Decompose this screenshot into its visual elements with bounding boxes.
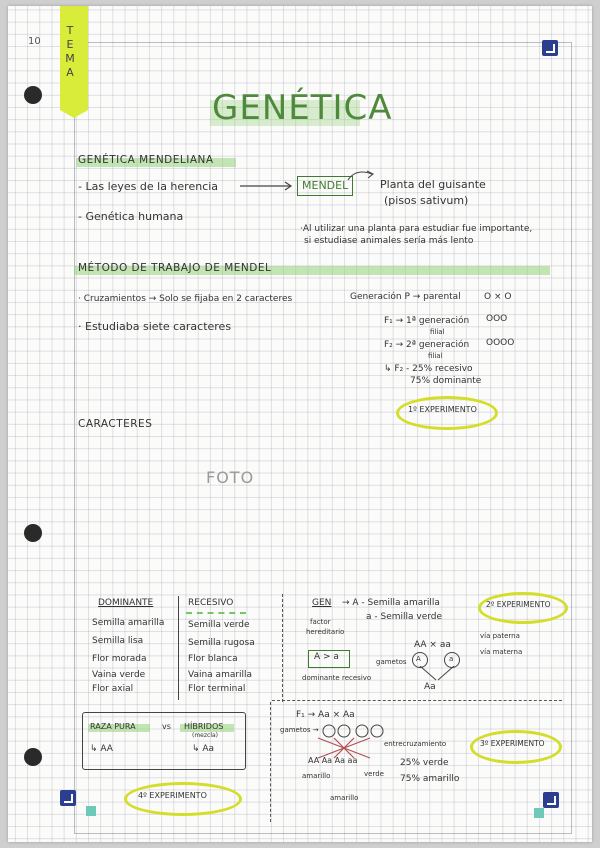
hibridos-value: ↳ Aa [192,744,215,754]
section-divider [282,594,283,702]
section-heading: GENÉTICA MENDELIANA [78,154,214,166]
generation-f2: F₂ → 2ª generación [384,340,470,350]
cross-result: Aa [424,682,436,692]
raza-pura-value: ↳ AA [90,744,113,754]
recesivo-item: Semilla rugosa [188,638,255,648]
generation-f1: F₁ → 1ª generación [384,316,470,326]
offspring-genotypes: AA Aa Aa aa [308,756,358,765]
dominante-item: Vaina verde [92,670,146,680]
tema-tab-label [58,6,90,118]
plant-line: Planta del guisante [380,178,486,191]
dominante-header: DOMINANTE [98,598,154,608]
raza-pura: RAZA PURA [90,722,136,731]
table-divider [178,596,179,700]
page-number: 10 [28,36,41,47]
plant-line: (pisos sativum) [384,194,469,207]
dominante-item: Semilla lisa [92,636,144,646]
parent-cross: AA × aa [414,640,451,650]
vs-label: vs [162,722,171,731]
via-paterna: vía paterna [480,632,520,640]
note-line: si estudiase animales sería más lento [304,236,474,246]
hibridos: HÍBRIDOS [184,722,224,731]
tab-letter: E [66,38,74,51]
cross-lines-icon [416,666,460,682]
gen-label: GEN [312,598,332,608]
arrow-icon [240,180,296,192]
recesivo-item: Flor terminal [188,684,246,694]
generation-p: Generación P → parental [350,292,461,302]
recesivo-item: Flor blanca [188,654,238,664]
teal-square-icon [534,808,544,818]
note-line: ·Al utilizar una planta para estudiar fue importante, [300,224,533,234]
generation-p-symbol: O × O [484,292,512,302]
dominante-item: Flor morada [92,654,147,664]
f1-cross: F₁ → Aa × Aa [296,710,355,720]
section-heading: MÉTODO DE TRABAJO DE MENDEL [78,262,272,274]
tab-letter: A [66,66,74,79]
list-item: - Genética humana [78,210,184,223]
header-underline [186,612,246,614]
corner-marker-icon [542,40,558,56]
dominante-item: Semilla amarilla [92,618,165,628]
section-divider [272,700,562,701]
page-title: GENÉTICA [212,88,393,128]
list-item: · Estudiaba siete caracteres [78,320,232,333]
f2-note: ↳ F₂ - 25% recesivo [384,364,473,374]
gametos-label: gametos [376,658,407,666]
dominante-label: dominante [302,674,340,682]
percent-amarillo: 75% amarillo [400,774,460,784]
experiment-label: 1º EXPERIMENTO [408,405,477,414]
entrecruzamiento: entrecruzamiento [384,740,447,748]
dominance-label: A > a [314,652,339,662]
recesivo-label: recesivo [342,674,372,682]
list-item: · Cruzamientos → Solo se fijaba en 2 caracteres [78,294,293,304]
factor-label: factor [310,618,331,626]
gen-a: a - Semilla verde [366,612,443,622]
dominante-item: Flor axial [92,684,134,694]
tab-letter: M [65,52,75,65]
binder-hole [24,524,42,542]
via-materna: vía materna [480,648,523,656]
phenotype-amarillo: amarillo [330,794,359,802]
mezcla: (mezcla) [192,732,219,739]
phenotype-verde: verde [364,770,384,778]
generation-f2-symbol: OOOO [486,338,515,348]
recesivo-item: Semilla verde [188,620,250,630]
curved-arrow-icon [346,168,376,188]
generation-f1-sub: filial [430,328,445,336]
experiment-label: 4º EXPERIMENTO [138,791,207,800]
section-heading: CARACTERES [78,418,153,430]
corner-marker-icon [543,792,559,808]
corner-marker-icon [60,790,76,806]
phenotype-amarillo: amarillo [302,772,331,780]
experiment-label: 2º EXPERIMENTO [486,600,551,609]
gametos-label: gametos → [280,726,319,734]
gamete-a: a [449,655,454,663]
recesivo-item: Vaina amarilla [188,670,253,680]
generation-f2-sub: filial [428,352,443,360]
f2-note: 75% dominante [410,376,482,386]
mendel-label: MENDEL [302,179,349,192]
binder-hole [24,748,42,766]
list-item: - Las leyes de la herencia [78,180,219,193]
section-divider [270,702,271,822]
raza-box [82,712,246,770]
generation-f1-symbol: OOO [486,314,508,324]
percent-verde: 25% verde [400,758,449,768]
tab-letter: T [66,24,74,37]
factor-label: hereditario [306,628,345,636]
experiment-label: 3º EXPERIMENTO [480,739,545,748]
binder-hole [24,86,42,104]
recesivo-header: RECESIVO [188,598,234,608]
teal-square-icon [86,806,96,816]
gamete-A: A [416,655,421,663]
photo-placeholder: FOTO [206,468,255,487]
gen-A: → A - Semilla amarilla [342,598,440,608]
